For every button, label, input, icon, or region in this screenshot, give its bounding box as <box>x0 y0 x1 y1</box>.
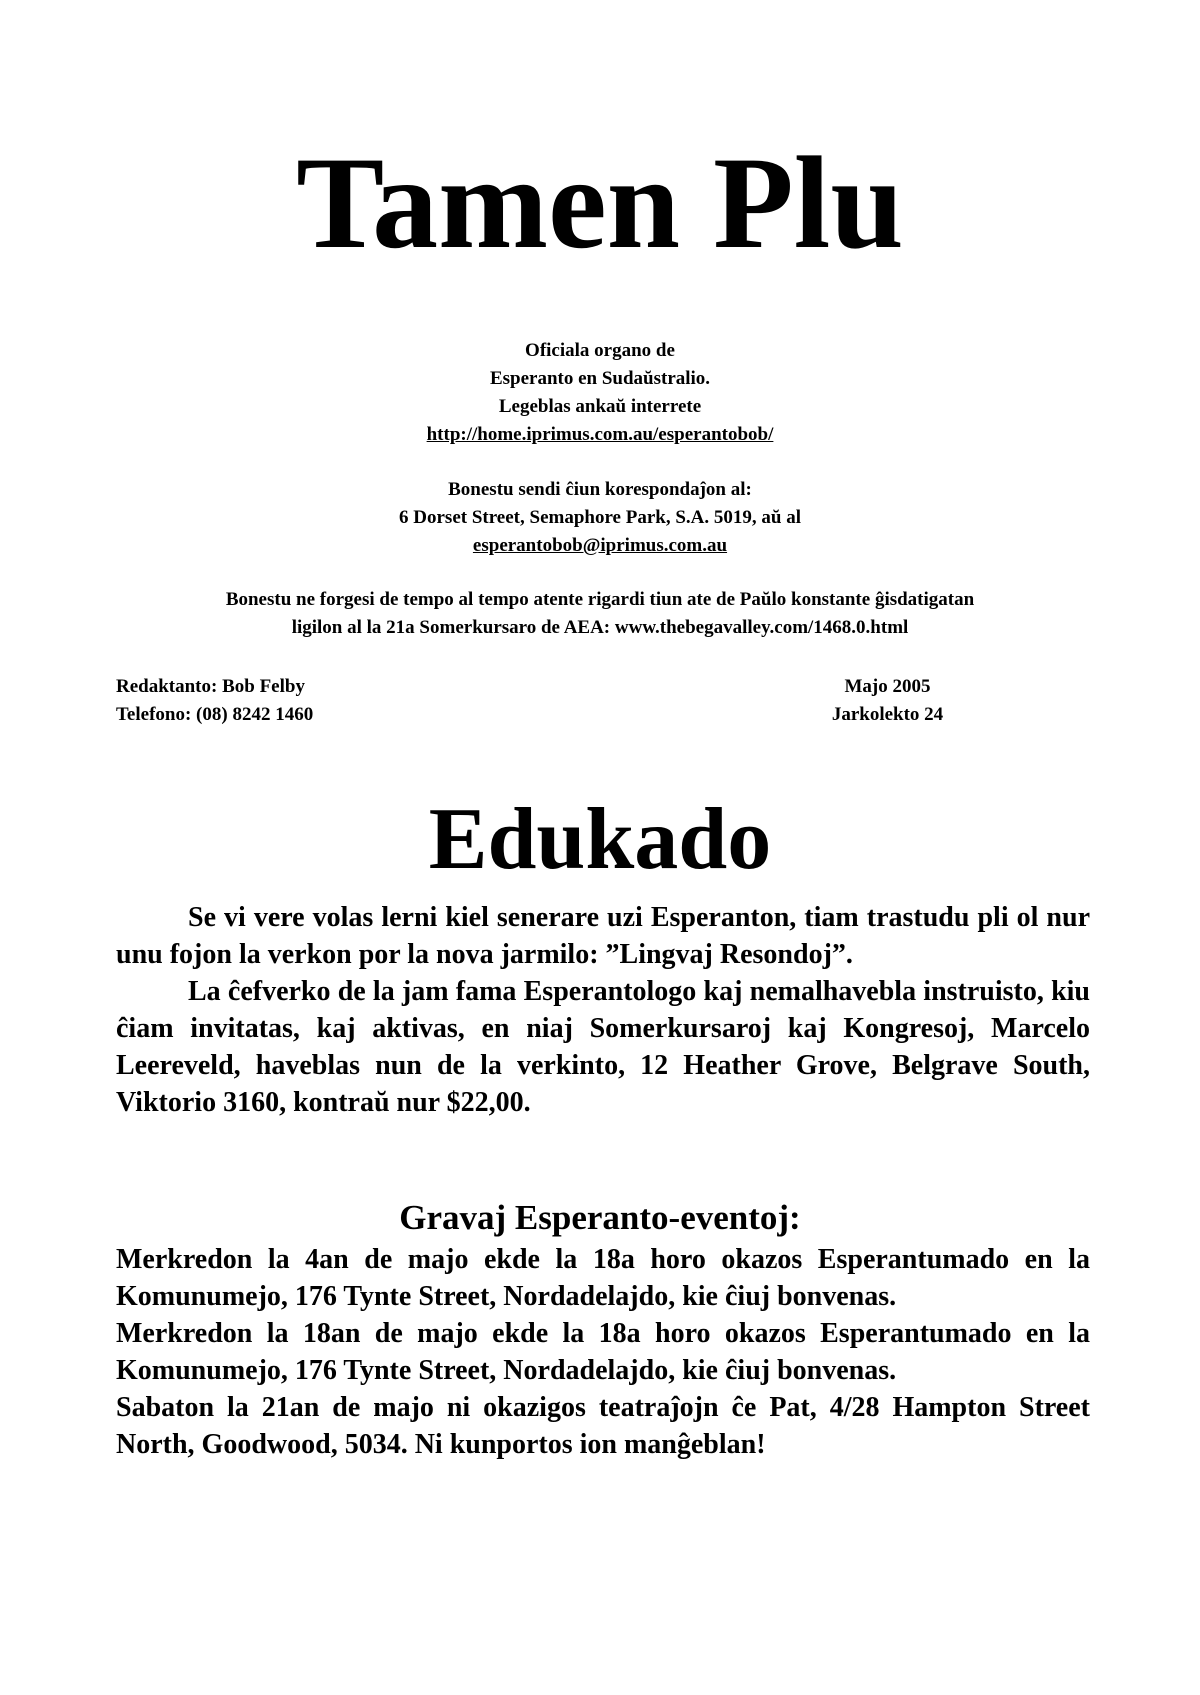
issue-volume: Jarkolekto 24 <box>831 704 944 725</box>
section-heading: Edukado <box>428 791 772 888</box>
reminder-note <box>0 586 1200 642</box>
publication-info-line: Oficiala organo de <box>525 340 675 361</box>
education-article <box>116 899 1090 1121</box>
website-link[interactable]: http://home.iprimus.com.au/esperantobob/ <box>426 424 774 445</box>
events-list <box>116 1241 1090 1463</box>
publication-info-line: Legeblas ankaŭ interrete <box>498 396 702 417</box>
publication-info-line: Esperanto en Sudaŭstralio. <box>489 368 711 389</box>
reminder-line: Bonestu ne forgesi de tempo al tempo atente rigardi tiun ate de Paŭlo konstante ĝisdatigatan <box>225 589 975 610</box>
event-item: Merkredon la 18an de majo ekde la 18a horo okazos Esperantumado en la Komunumejo, 176 Tynte Street, Nordadelajdo, kie ĉiuj bonvenas. <box>116 1318 1090 1386</box>
event-item: Sabaton la 21an de majo ni okazigos teatraĵojn ĉe Pat, 4/28 Hampton Street North, Goodwood, 5034. Ni kunportos ion manĝeblan! <box>116 1392 1090 1460</box>
events-heading: Gravaj Esperanto-eventoj: <box>399 1198 801 1237</box>
postal-address: 6 Dorset Street, Semaphore Park, S.A. 5019, aŭ al <box>399 507 801 528</box>
editor-info <box>116 673 313 729</box>
correspondence-line: Bonestu sendi ĉiun korespondaĵon al: <box>448 479 752 500</box>
email-link[interactable]: esperantobob@iprimus.com.au <box>472 535 728 556</box>
correspondence-info <box>0 476 1200 560</box>
article-paragraph: Se vi vere volas lerni kiel senerare uzi Esperanton, tiam trastudu pli ol nur unu fojon la verkon por la nova jarmilo: ”Lingvaj Resondoj”. <box>116 902 1090 970</box>
publication-info <box>0 337 1200 449</box>
event-item: Merkredon la 4an de majo ekde la 18a horo okazos Esperantumado en la Komunumejo, 176 Tynte Street, Nordadelajdo, kie ĉiuj bonvenas. <box>116 1244 1090 1312</box>
article-paragraph: La ĉefverko de la jam fama Esperantologo kaj nemalhavebla instruisto, kiu ĉiam invitatas, kaj aktivas, en niaj Somerkursaroj kaj Kongresoj, Marcelo Leereveld, haveblas nun de la verkinto, 12 Heather Grove, Belgrave South, Viktorio 3160, kontraŭ nur $22,00. <box>116 976 1090 1118</box>
newsletter-title: Tamen Plu <box>296 129 904 276</box>
reminder-line: ligilon al la 21a Somerkursaro de AEA: www.thebegavalley.com/1468.0.html <box>291 617 909 638</box>
editor-phone: Telefono: (08) 8242 1460 <box>116 704 314 725</box>
issue-info <box>790 673 985 729</box>
editor-name: Redaktanto: Bob Felby <box>116 676 305 697</box>
issue-date: Majo 2005 <box>844 676 931 697</box>
